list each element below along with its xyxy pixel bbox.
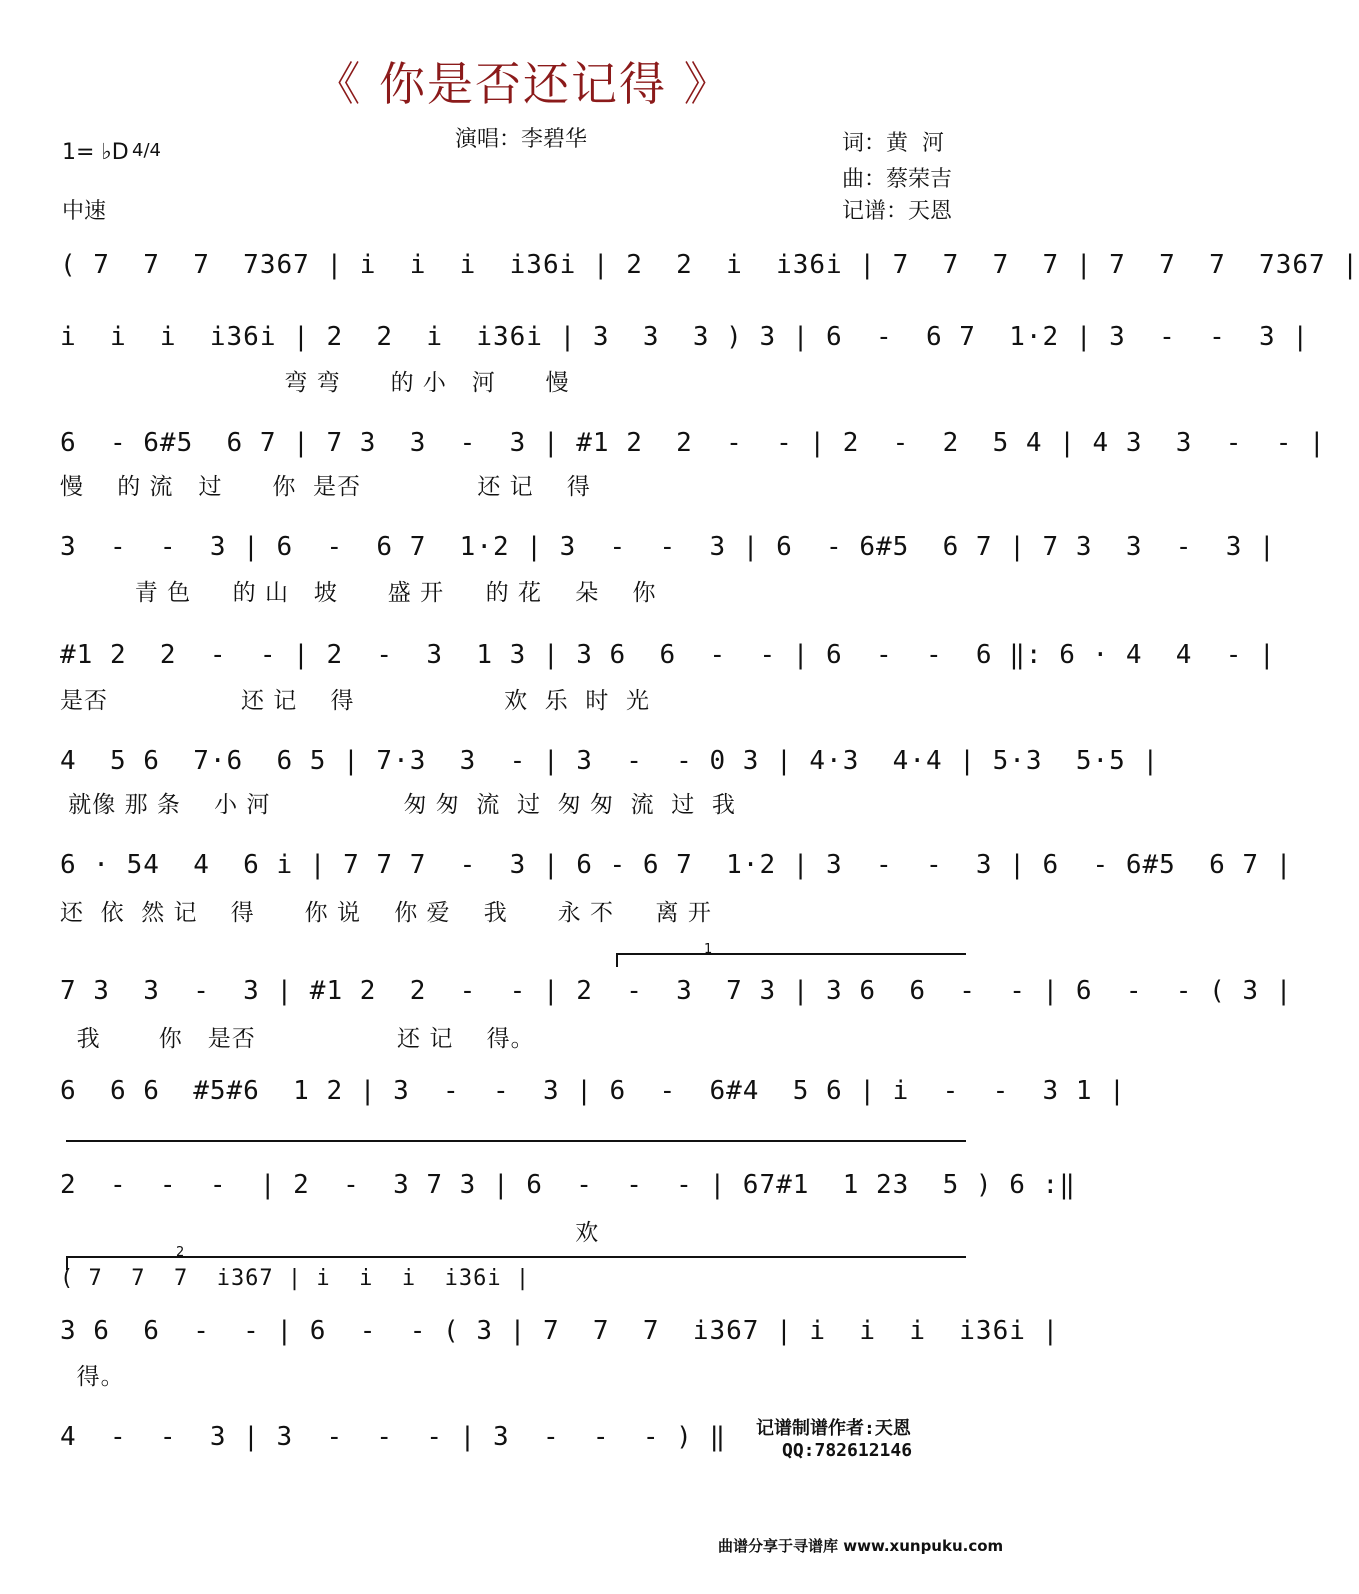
- transcriber-signature: 记谱制谱作者:天恩: [756, 1418, 911, 1439]
- lyrics-line-5: 是否 还 记 得 欢 乐 时 光: [60, 688, 650, 714]
- section-divider: [66, 1140, 966, 1142]
- lyrics-line-7: 还 依 然 记 得 你 说 你 爱 我 永 不 离 开: [60, 900, 712, 926]
- score-line-9: 6 6 6 #5#6 1 2 | 3 - - 3 | 6 - 6#4 5 6 | i - - 3 1 |: [60, 1076, 1126, 1106]
- score-line-7: 6 · 54 4 6 i | 7 7 7 - 3 | 6 - 6 7 1·2 | 3 - - 3 | 6 - 6#5 6 7 |: [60, 850, 1293, 880]
- volta-1-bracket: [616, 953, 966, 955]
- time-signature: 4/4: [132, 140, 161, 161]
- lyrics-line-3: 慢 的 流 过 你 是否 还 记 得: [60, 474, 591, 500]
- score-line-3: 6 - 6#5 6 7 | 7 3 3 - 3 | #1 2 2 - - | 2 - 2 5 4 | 4 3 3 - - |: [60, 428, 1326, 458]
- lyrics-line-12: 得。: [60, 1364, 125, 1390]
- score-line-5: #1 2 2 - - | 2 - 3 1 3 | 3 6 6 - - | 6 - - 6 ‖: 6 · 4 4 - |: [60, 640, 1276, 670]
- qq-contact: QQ:782612146: [782, 1440, 913, 1461]
- lyrics-line-2: 弯 弯 的 小 河 慢: [60, 370, 570, 396]
- volta-1-label: 1: [704, 942, 713, 957]
- score-line-4: 3 - - 3 | 6 - 6 7 1·2 | 3 - - 3 | 6 - 6#5 6 7 | 7 3 3 - 3 |: [60, 532, 1276, 562]
- volta-2-label: 2: [176, 1245, 185, 1260]
- score-line-1: ( 7 7 7 7367 | i i i i36i | 2 2 i i36i | 7 7 7 7 | 7 7 7 7367 |: [60, 250, 1359, 280]
- volta-1-hook: [616, 953, 618, 967]
- transcriber-credit: 记谱：天恩: [842, 199, 953, 224]
- score-line-8: 7 3 3 - 3 | #1 2 2 - - | 2 - 3 7 3 | 3 6 6 - - | 6 - - ( 3 |: [60, 976, 1293, 1006]
- volta-2-bracket: [66, 1256, 966, 1258]
- score-line-6: 4 5 6 7·6 6 5 | 7·3 3 - | 3 - - 0 3 | 4·3 4·4 | 5·3 5·5 |: [60, 746, 1160, 776]
- song-title: 《 你是否还记得 》: [314, 57, 732, 111]
- singer-credit: 演唱：李碧华: [455, 127, 588, 152]
- score-line-10: 2 - - - | 2 - 3 7 3 | 6 - - - | 67#1 1 23 5 ) 6 :‖: [60, 1170, 1076, 1200]
- score-line-11: ( 7 7 7 i367 | i i i i36i |: [60, 1266, 531, 1291]
- lyrics-line-4: 青 色 的 山 坡 盛 开 的 花 朵 你: [60, 580, 657, 606]
- site-watermark: 曲谱分享于寻谱库 www.xunpuku.com: [718, 1537, 1004, 1555]
- score-line-12: 3 6 6 - - | 6 - - ( 3 | 7 7 7 i367 | i i i i36i |: [60, 1316, 1060, 1346]
- lyrics-line-8: 我 你 是否 还 记 得。: [60, 1026, 535, 1052]
- score-line-2: i i i i36i | 2 2 i i36i | 3 3 3 ) 3 | 6 - 6 7 1·2 | 3 - - 3 |: [60, 322, 1309, 352]
- score-line-13: 4 - - 3 | 3 - - - | 3 - - - ) ‖: [60, 1422, 727, 1452]
- lyrics-line-10: 欢: [60, 1220, 600, 1246]
- tempo-marking: 中速: [62, 199, 107, 224]
- lyricist-credit: 词：黄 河: [842, 131, 944, 156]
- lyrics-line-6: 就像 那 条 小 河 匆 匆 流 过 匆 匆 流 过 我: [60, 792, 736, 818]
- composer-credit: 曲：蔡荣吉: [842, 167, 953, 192]
- key-signature: 1= ♭D: [62, 140, 129, 165]
